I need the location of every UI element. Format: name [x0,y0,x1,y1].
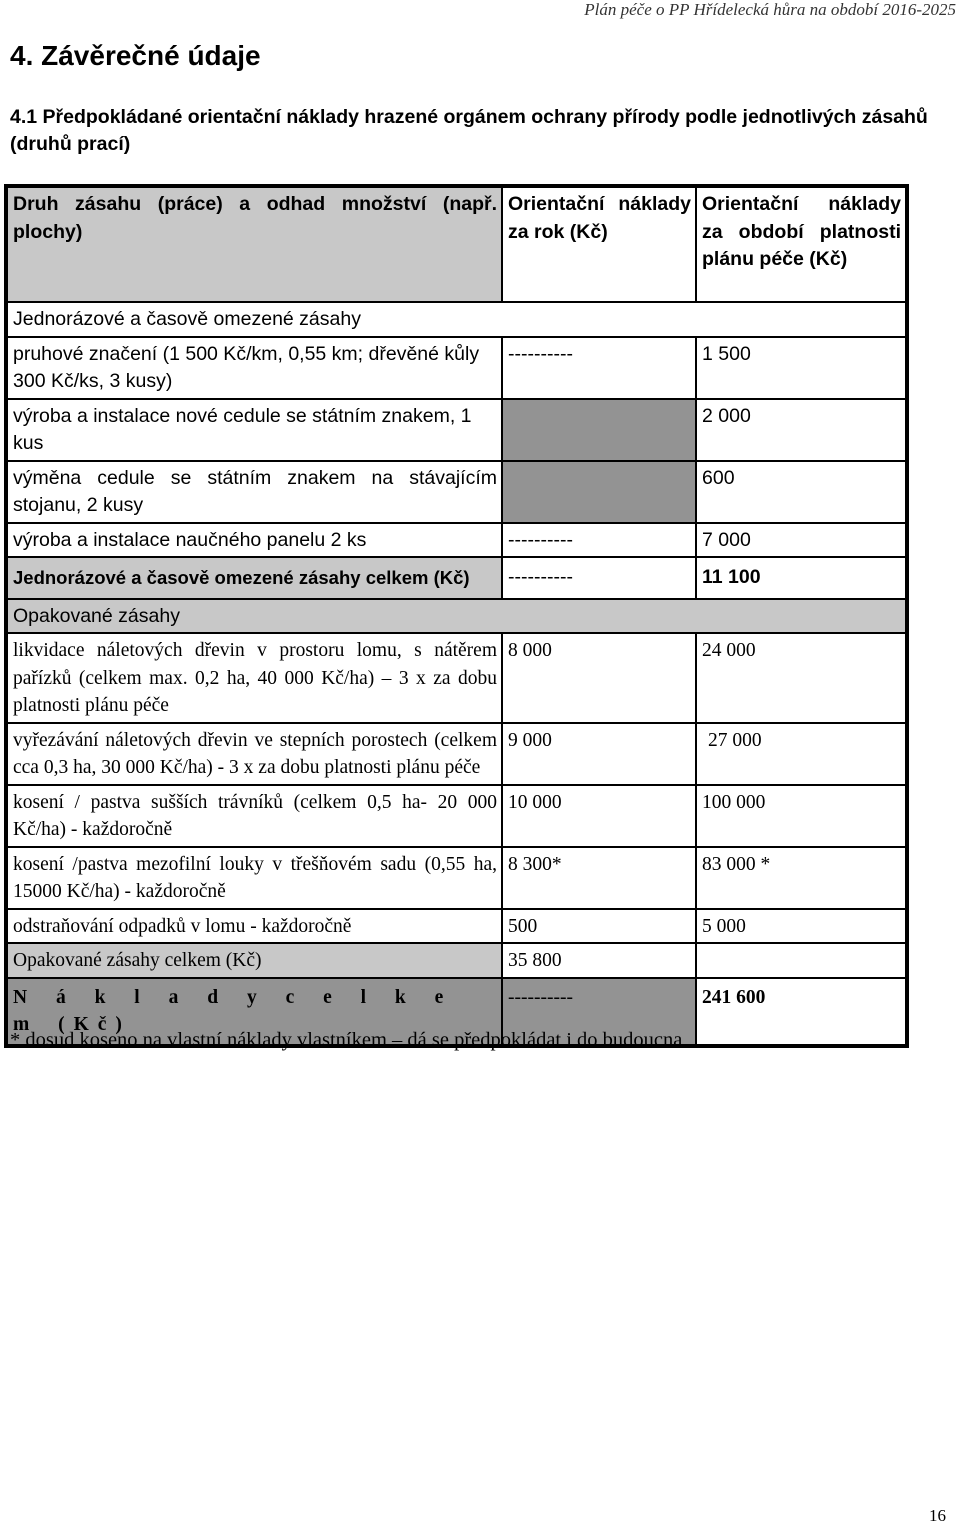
row-total: 100 000 [696,785,907,847]
row-description: vyřezávání náletových dřevin ve stepních porostech (celkem cca 0,3 ha, 30 000 Kč/ha) - 3 x za dobu platnosti plánu péče [6,723,502,785]
section1-total-value: 11 100 [696,557,907,599]
section2-total-label: Opakované zásahy celkem (Kč) [6,943,502,978]
row-description: odstraňování odpadků v lomu - každoročně [6,909,502,944]
section1-total-row [6,557,907,599]
row-per-year: 8 000 [502,633,696,723]
running-header: Plán péče o PP Hřídelecká hůra na období 2016-2025 [584,0,956,19]
section1-title: Jednorázové a časově omezené zásahy [6,302,907,337]
row-description: pruhové značení (1 500 Kč/km, 0,55 km; dřevěné kůly 300 Kč/ks, 3 kusy) [6,337,502,399]
table-row [6,909,907,944]
row-description: kosení /pastva mezofilní louky v třešňovém sadu (0,55 ha, 15000 Kč/ha) - každoročně [6,847,502,909]
page-number: 16 [929,1506,946,1525]
row-total: 2 000 [696,399,907,461]
section2-total-row [6,943,907,978]
table-row [6,461,907,523]
section1-title-row [6,302,907,337]
row-total: 600 [696,461,907,523]
row-per-year: 10 000 [502,785,696,847]
table-row [6,847,907,909]
table-row [6,523,907,558]
grand-total-label: N á k l a d y c e l k e m (Kč) [6,978,502,1046]
table-row [6,399,907,461]
table-row [6,723,907,785]
row-description: výměna cedule se státním znakem na stávajícím stojanu, 2 kusy [6,461,502,523]
row-description: likvidace náletových dřevin v prostoru lomu, s nátěrem pařízků (celkem max. 0,2 ha, 40 000 Kč/ha) – 3 x za dobu platnosti plánu péče [6,633,502,723]
row-total: 1 500 [696,337,907,399]
table-row [6,337,907,399]
page-title: 4. Závěrečné údaje [10,40,261,71]
footnote: * dosud koseno na vlastní náklady vlastníkem – dá se předpokládat i do budoucna [10,1029,683,1051]
row-total: 24 000 [696,633,907,723]
table-header-row [6,186,907,302]
row-description: výroba a instalace naučného panelu 2 ks [6,523,502,558]
row-per-year: 9 000 [502,723,696,785]
section1-total-label: Jednorázové a časově omezené zásahy celkem (Kč) [6,557,502,599]
row-total: 5 000 [696,909,907,944]
row-total: 83 000 * [696,847,907,909]
row-per-year: 500 [502,909,696,944]
section1-total-per-year: ---------- [502,557,696,599]
row-per-year: ---------- [502,523,696,558]
row-per-year: 8 300* [502,847,696,909]
header-cost-per-year: Orientační náklady za rok (Kč) [502,186,696,302]
table-row [6,785,907,847]
section2-title: Opakované zásahy [6,599,907,634]
grand-total-per-year: ---------- [502,978,696,1046]
row-per-year [502,399,696,461]
row-per-year [502,461,696,523]
row-description: výroba a instalace nové cedule se státním znakem, 1 kus [6,399,502,461]
row-total: 7 000 [696,523,907,558]
section2-total-value [696,943,907,978]
section2-total-per-year: 35 800 [502,943,696,978]
table-row [6,633,907,723]
row-total: 27 000 [696,723,907,785]
row-per-year: ---------- [502,337,696,399]
cost-table [4,184,909,1048]
row-description: kosení / pastva sušších trávníků (celkem 0,5 ha- 20 000 Kč/ha) - každoročně [6,785,502,847]
section-title: 4.1 Předpokládané orientační náklady hrazené orgánem ochrany přírody podle jednotlivých zásahů (druhů prací) [10,106,928,155]
header-work-type: Druh zásahu (práce) a odhad množství (např. plochy) [6,186,502,302]
section2-title-row [6,599,907,634]
grand-total-value: 241 600 [696,978,907,1046]
header-cost-total: Orientační náklady za období platnosti plánu péče (Kč) [696,186,907,302]
